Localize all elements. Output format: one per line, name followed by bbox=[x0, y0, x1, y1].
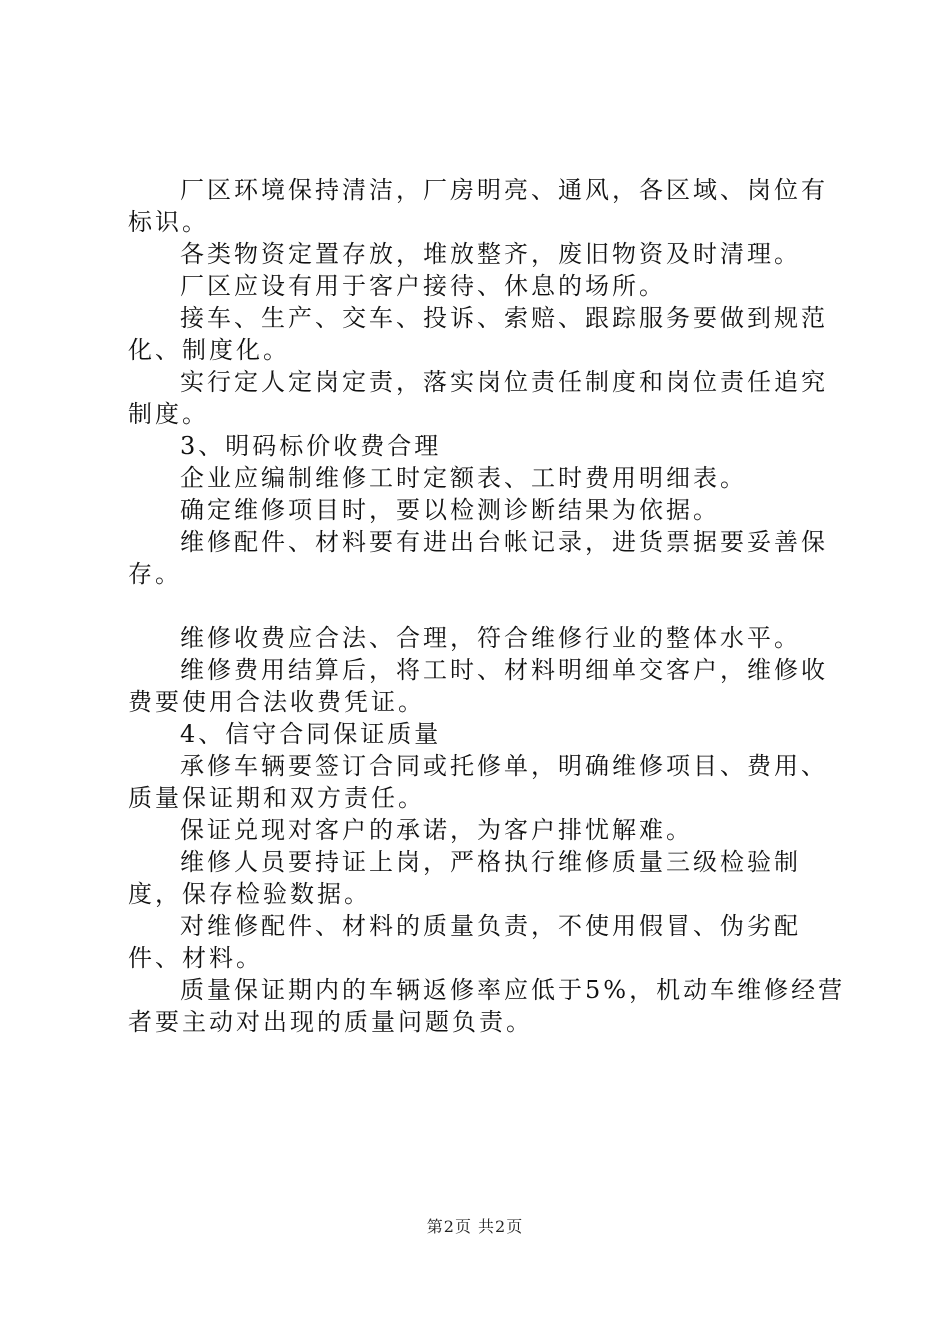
paragraph: 保证兑现对客户的承诺，为客户排忧解难。 bbox=[180, 816, 693, 844]
paragraph: 对维修配件、材料的质量负责，不使用假冒、伪劣配件、材料。 bbox=[128, 912, 801, 972]
paragraph: 承修车辆要签订合同或托修单，明确维修项目、费用、质量保证期和双方责任。 bbox=[128, 752, 828, 812]
paragraph: 维修费用结算后，将工时、材料明细单交客户，维修收费要使用合法收费凭证。 bbox=[128, 656, 828, 716]
paragraph: 实行定人定岗定责，落实岗位责任制度和岗位责任追究制度。 bbox=[128, 368, 828, 428]
paragraph: 厂区环境保持清洁，厂房明亮、通风，各区域、岗位有标识。 bbox=[128, 176, 828, 236]
paragraph: 厂区应设有用于客户接待、休息的场所。 bbox=[180, 272, 666, 300]
paragraph: 维修配件、材料要有进出台帐记录，进货票据要妥善保存。 bbox=[128, 528, 828, 588]
paragraph: 确定维修项目时，要以检测诊断结果为依据。 bbox=[180, 496, 720, 524]
blank-line bbox=[128, 590, 850, 622]
paragraph: 各类物资定置存放，堆放整齐，废旧物资及时清理。 bbox=[180, 240, 801, 268]
paragraph: 接车、生产、交车、投诉、索赔、跟踪服务要做到规范化、制度化。 bbox=[128, 304, 828, 364]
document-body bbox=[128, 174, 850, 1038]
paragraph: 维修收费应合法、合理，符合维修行业的整体水平。 bbox=[180, 624, 801, 652]
section-heading-3: 3、明码标价收费合理 bbox=[180, 432, 442, 460]
paragraph: 维修人员要持证上岗，严格执行维修质量三级检验制度，保存检验数据。 bbox=[128, 848, 801, 908]
paragraph: 质量保证期内的车辆返修率应低于5%，机动车维修经营者要主动对出现的质量问题负责。 bbox=[128, 976, 846, 1036]
page-number-footer: 第2页 共2页 bbox=[426, 1217, 524, 1236]
section-heading-4: 4、信守合同保证质量 bbox=[180, 720, 442, 748]
paragraph: 企业应编制维修工时定额表、工时费用明细表。 bbox=[180, 464, 747, 492]
